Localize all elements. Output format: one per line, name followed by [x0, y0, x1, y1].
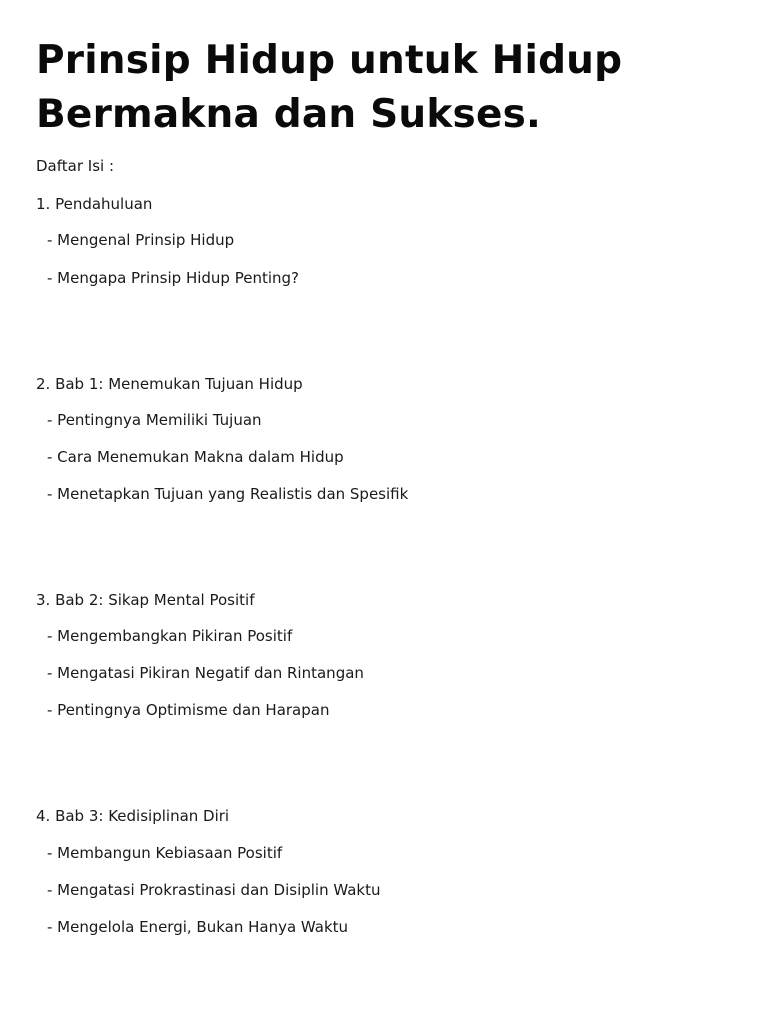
toc-subitem: - Cara Menemukan Makna dalam Hidup [47, 448, 344, 466]
toc-subitem: - Mengapa Prinsip Hidup Penting? [47, 269, 299, 287]
toc-subitem: - Pentingnya Optimisme dan Harapan [47, 701, 330, 719]
toc-section-heading: 1. Pendahuluan [36, 195, 153, 213]
toc-section-heading: 3. Bab 2: Sikap Mental Positif [36, 591, 255, 609]
toc-subitem: - Pentingnya Memiliki Tujuan [47, 411, 262, 429]
toc-section-heading: 4. Bab 3: Kedisiplinan Diri [36, 807, 230, 825]
toc-subitem: - Mengatasi Pikiran Negatif dan Rintangan [47, 664, 364, 682]
toc-subitem: - Mengembangkan Pikiran Positif [47, 627, 293, 645]
toc-heading: Daftar Isi : [36, 157, 114, 175]
toc-section-heading: 2. Bab 1: Menemukan Tujuan Hidup [36, 375, 303, 393]
toc-subitem: - Mengenal Prinsip Hidup [47, 231, 235, 249]
toc-subitem: - Mengelola Energi, Bukan Hanya Waktu [47, 918, 349, 936]
document-title-line-1: Prinsip Hidup untuk Hidup [36, 38, 623, 83]
document-title [36, 34, 622, 142]
document-title-line-2: Bermakna dan Sukses. [36, 92, 542, 137]
toc-subitem: - Menetapkan Tujuan yang Realistis dan Spesifik [47, 485, 409, 503]
toc-subitem: - Mengatasi Prokrastinasi dan Disiplin Waktu [47, 881, 381, 899]
toc-subitem: - Membangun Kebiasaan Positif [47, 844, 283, 862]
